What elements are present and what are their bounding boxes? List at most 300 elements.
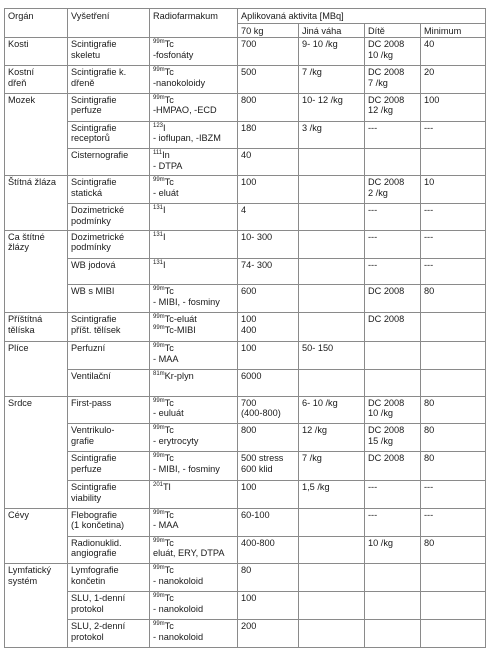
activity-70kg-line: 60-100 [241,509,270,520]
exam-line: receptorů [71,133,110,144]
activity-minimum-cell [421,396,486,424]
activity-other-weight-cell [299,313,365,342]
activity-70kg-line: 800 [241,94,257,105]
exam-cell [68,176,150,204]
activity-child-cell [365,176,421,204]
activity-child-line: --- [368,122,378,133]
isotope-mass-number: 111 [153,150,163,157]
activity-70kg-cell [238,65,299,93]
radionuclide [153,593,234,604]
organ-line: Ca štítné [8,231,45,242]
exam-line: končetin [71,576,106,586]
activity-70kg-cell [238,564,299,592]
radionuclide [153,453,234,464]
table-row [5,452,486,481]
compound: - DTPA [153,160,183,171]
exam-line: WB s MIBI [71,286,115,297]
radiopharmaceutical-cell [150,620,238,648]
isotope-mass-number: 131 [153,231,164,238]
radiopharmaceutical-cell [150,592,238,620]
activity-child-line: 10 /kg [368,408,394,419]
activity-minimum-cell [421,93,486,121]
activity-minimum-cell [421,481,486,509]
table-row [5,564,486,592]
compound: - erytrocyty [153,435,199,446]
exam-line: viability [71,492,102,503]
header-exam: Vyšetření [68,9,150,38]
exam-line: angiografie [71,548,117,559]
isotope-mass-number: 99m [153,537,165,544]
activity-child-line: DC 2008 [368,286,405,297]
exam-cell [68,313,150,342]
activity-70kg-line: 100 [241,482,257,493]
radionuclide [153,67,234,78]
radionuclide [153,232,234,243]
activity-child-cell [365,620,421,648]
activity-minimum-cell [421,313,486,342]
organ-cell [5,508,68,564]
header-70kg: 70 kg [238,23,299,38]
exam-cell [68,396,150,424]
organ-line: dřeň [8,77,27,88]
table-row [5,176,486,204]
table-row [5,342,486,370]
activity-70kg-cell [238,369,299,396]
isotope-mass-number: 99m [153,286,165,293]
header-other-weight: Jiná váha [299,23,365,38]
exam-line: podmínky [71,242,111,253]
radionuclide [153,205,234,216]
table-row [5,508,486,536]
exam-cell [68,536,150,564]
table-row [5,592,486,620]
exam-cell [68,564,150,592]
radiopharmaceutical-cell [150,38,238,66]
activity-child-cell [365,424,421,452]
activity-other-weight-cell [299,230,365,258]
isotope-mass-number: 99m [153,177,165,184]
exam-cell [68,38,150,66]
activity-70kg-cell [238,313,299,342]
activity-70kg-cell [238,176,299,204]
activity-minimum-line: --- [424,231,434,242]
activity-other-weight-cell [299,592,365,620]
activity-70kg-cell [238,38,299,66]
organ-line: žlázy [8,242,29,253]
radiopharmaceutical-cell [150,396,238,424]
compound: - nanokoloid [153,576,204,586]
radionuclide [153,177,234,188]
activity-child-line: DC 2008 [368,177,405,188]
isotope-mass-number: 99m [153,343,165,350]
table-row [5,149,486,176]
radionuclide [153,95,234,106]
activity-70kg-cell [238,230,299,258]
activity-70kg-cell [238,204,299,231]
element-symbol: Tc [164,177,174,188]
activity-70kg-line: 600 klid [241,463,273,474]
isotope-mass-number: 99m [153,621,165,628]
activity-child-cell [365,121,421,149]
activity-minimum-cell [421,424,486,452]
element-symbol: Kr-plyn [164,370,194,381]
activity-minimum-line: 80 [424,453,435,464]
exam-line: SLU, 2-denní [71,621,126,632]
exam-line: dřeně [71,77,95,88]
table-row [5,65,486,93]
activity-child-line: 2 /kg [368,187,388,198]
activity-70kg-cell [238,620,299,648]
activity-minimum-cell [421,620,486,648]
activity-minimum-line: 80 [424,397,435,408]
exam-cell [68,481,150,509]
activity-70kg-cell [238,121,299,149]
compound: - MAA [153,520,179,531]
radionuclide [153,314,234,325]
compound: - euluát [153,408,184,419]
table-row [5,93,486,121]
header-radiopharmaceutical: Radiofarmakum [150,9,238,38]
activity-70kg-line: 4 [241,205,247,215]
organ-line: Štítná žláza [8,177,57,188]
exam-line: Scintigrafie [71,177,117,188]
radiopharmaceutical-cell [150,313,238,342]
activity-70kg-cell [238,452,299,481]
activity-other-weight-cell [299,564,365,592]
element-symbol: Tc [164,343,174,354]
compound: - MIBI, - fosminy [153,296,220,307]
element-symbol: Tc [164,621,174,632]
activity-minimum-line: --- [424,259,434,270]
activity-minimum-cell [421,536,486,564]
exam-line: perfuze [71,105,102,116]
isotope-mass-number: 99m [153,66,165,73]
table-row [5,230,486,258]
activity-other-line: 50- 150 [302,343,334,354]
activity-other-weight-cell [299,176,365,204]
activity-child-cell [365,536,421,564]
organ-cell [5,176,68,231]
activity-70kg-line: 100 [241,177,257,188]
activity-other-weight-cell [299,508,365,536]
activity-70kg-line: 200 [241,621,257,632]
exam-line: (1 končetina) [71,520,125,531]
radionuclide [153,565,234,576]
isotope-mass-number: 99m [153,593,165,600]
organ-line: Příštítná [8,314,43,325]
organ-line: Cévy [8,509,29,520]
element-symbol: Tc [164,66,174,77]
exam-cell [68,592,150,620]
exam-line: Scintigrafie [71,94,117,105]
activity-child-line: DC 2008 [368,453,405,464]
organ-cell [5,65,68,93]
radionuclide [153,343,234,354]
table-row [5,313,486,342]
organ-cell [5,564,68,648]
header-row [5,9,486,24]
activity-minimum-line: --- [424,482,434,493]
activity-minimum-cell [421,285,486,313]
radiopharmaceutical-cell [150,65,238,93]
compound: - nanokoloid [153,631,204,642]
radionuclide [153,538,234,549]
exam-line: First-pass [71,397,112,408]
activity-other-line: 7 /kg [302,453,322,464]
activity-minimum-line: --- [424,205,434,215]
activity-70kg-line: 80 [241,565,252,576]
activity-child-line: DC 2008 [368,314,405,325]
table-row [5,204,486,231]
organ-line: Kosti [8,39,29,50]
activity-child-line: 10 /kg [368,537,394,548]
activity-70kg-line: 100 [241,314,257,325]
element-symbol: Tc [164,397,174,408]
activity-child-cell [365,38,421,66]
activity-minimum-line: 20 [424,66,435,77]
activity-child-line: DC 2008 [368,397,405,408]
activity-70kg-line: 6000 [241,370,262,381]
element-symbol: Tl [163,482,171,493]
element-symbol: In [162,150,170,161]
table-row [5,396,486,424]
activity-child-line: --- [368,482,378,493]
activity-70kg-line: 180 [241,122,257,133]
activity-70kg-line: 700 [241,397,257,408]
activity-70kg-cell [238,481,299,509]
activity-other-line: 3 /kg [302,122,322,133]
exam-line: SLU, 1-denní [71,593,126,604]
activity-child-line: --- [368,259,378,270]
radionuclide [153,398,234,409]
activity-70kg-cell [238,93,299,121]
exam-line: Scintigrafie [71,314,117,325]
table-row [5,424,486,452]
radiopharmaceutical-cell [150,285,238,313]
activity-minimum-cell [421,369,486,396]
activity-other-weight-cell [299,204,365,231]
activity-other-weight-cell [299,93,365,121]
radionuclide [153,260,234,271]
activity-minimum-cell [421,564,486,592]
header-minimum: Minimum [421,23,486,38]
activity-child-cell [365,313,421,342]
activity-70kg-line: 500 stress [241,453,284,464]
activity-other-line: 1,5 /kg [302,482,330,493]
exam-cell [68,93,150,121]
activity-minimum-cell [421,65,486,93]
table-row [5,481,486,509]
activity-child-line: DC 2008 [368,94,405,105]
activity-other-line: 9- 10 /kg [302,39,338,50]
activity-70kg-line: 400-800 [241,537,275,548]
header-applied-activity: Aplikovaná aktivita [MBq] [238,9,486,24]
activity-minimum-cell [421,592,486,620]
activity-child-line: DC 2008 [368,425,405,436]
activity-70kg-line: 40 [241,150,252,161]
activity-other-weight-cell [299,396,365,424]
activity-child-cell [365,149,421,176]
exam-cell [68,65,150,93]
isotope-mass-number: 81m [153,370,165,377]
radionuclide [153,482,234,493]
exam-line: statická [71,187,103,198]
radiopharmaceutical-cell [150,258,238,285]
radionuclide [153,621,234,632]
activity-minimum-line: 80 [424,425,435,436]
organ-line: Kostní [8,66,35,77]
activity-child-cell [365,452,421,481]
exam-line: Lymfografie [71,565,119,576]
document-page [4,8,485,648]
element-symbol: I [163,205,166,215]
activity-child-cell [365,93,421,121]
exam-line: Perfuzní [71,343,106,354]
radiopharmaceutical-cell [150,342,238,370]
activity-other-weight-cell [299,481,365,509]
activity-70kg-cell [238,285,299,313]
exam-cell [68,121,150,149]
exam-cell [68,149,150,176]
activity-70kg-cell [238,592,299,620]
organ-line: Lymfatický [8,565,52,576]
activity-child-line: 12 /kg [368,105,394,116]
exam-line: skeletu [71,49,101,60]
activity-70kg-line: 100 [241,593,257,604]
organ-cell [5,396,68,508]
isotope-mass-number: 131 [153,205,164,211]
radiopharmaceutical-cell [150,93,238,121]
organ-line: tělíska [8,324,35,335]
radionuclide [153,123,234,134]
activity-70kg-line: 600 [241,286,257,297]
activity-other-weight-cell [299,65,365,93]
activity-child-line: --- [368,231,378,242]
element-symbol: Tc [164,509,174,520]
exam-line: Dozimetrické [71,231,125,242]
compound: - MAA [153,353,179,364]
activity-minimum-line: 10 [424,177,435,188]
activity-other-weight-cell [299,285,365,313]
activity-minimum-cell [421,508,486,536]
isotope-mass-number: 99m [153,425,165,432]
radionuclide [153,286,234,297]
activity-child-line: --- [368,205,378,215]
activity-minimum-line: --- [424,122,434,133]
radiopharmaceutical-cell [150,149,238,176]
element-symbol: Tc [164,94,174,105]
organ-line: systém [8,576,38,586]
table-row [5,258,486,285]
table-row [5,38,486,66]
activity-other-weight-cell [299,342,365,370]
radionuclide [153,371,234,382]
activity-70kg-line: 800 [241,425,257,436]
activity-other-weight-cell [299,121,365,149]
exam-line: WB jodová [71,259,116,270]
header-child: Dítě [365,23,421,38]
activity-70kg-line: 100 [241,343,257,354]
activity-70kg-cell [238,342,299,370]
compound: -nanokoloidy [153,77,206,88]
isotope-mass-number: 99m [153,453,165,460]
element-symbol: Tc [164,39,174,50]
activity-70kg-line: 10- 300 [241,231,273,242]
activity-70kg-cell [238,536,299,564]
exam-cell [68,620,150,648]
radionuclide [153,510,234,521]
activity-other-line: 10- 12 /kg [302,94,343,105]
activity-child-cell [365,285,421,313]
organ-cell [5,38,68,66]
activity-child-cell [365,204,421,231]
activity-other-weight-cell [299,258,365,285]
activity-other-weight-cell [299,149,365,176]
activity-child-line: 10 /kg [368,49,394,60]
isotope-mass-number: 99m [153,94,165,101]
compound: -HMPAO, -ECD [153,105,217,116]
activity-minimum-cell [421,38,486,66]
radionuclide [153,425,234,436]
activity-child-cell [365,508,421,536]
isotope-mass-number: 99m [153,324,165,331]
radionuclide [153,39,234,50]
radiopharmaceutical-cell [150,508,238,536]
activity-child-cell [365,592,421,620]
isotope-mass-number: 99m [153,397,165,404]
activity-child-cell [365,230,421,258]
organ-cell [5,342,68,396]
organ-line: Plíce [8,343,29,354]
table-row [5,620,486,648]
exam-cell [68,369,150,396]
exam-line: Scintigrafie [71,482,117,493]
radionuclide [153,325,234,336]
exam-line: protokol [71,631,104,642]
activity-other-line: 12 /kg [302,425,328,436]
exam-cell [68,258,150,285]
isotope-mass-number: 131 [153,259,164,266]
element-symbol: I [163,231,166,242]
element-symbol: Tc-MIBI [164,324,196,335]
element-symbol: Tc [164,537,174,548]
exam-line: protokol [71,603,104,614]
element-symbol: I [163,122,166,133]
activity-70kg-line: 400 [241,324,257,335]
organ-cell [5,230,68,312]
activity-other-weight-cell [299,369,365,396]
activity-70kg-cell [238,149,299,176]
element-symbol: I [163,259,166,270]
activity-other-weight-cell [299,620,365,648]
compound: - eluát [153,187,179,198]
radiopharmaceutical-cell [150,536,238,564]
exam-line: Scintigrafie [71,453,117,464]
exam-cell [68,342,150,370]
exam-line: Scintigrafie k. [71,66,127,77]
isotope-mass-number: 99m [153,39,165,46]
table-row [5,536,486,564]
element-symbol: Tc [164,286,174,297]
exam-line: Radionuklid. [71,537,122,548]
activity-70kg-line: 700 [241,39,257,50]
exam-line: podmínky [71,215,111,226]
exam-cell [68,424,150,452]
radiopharmaceutical-cell [150,230,238,258]
activity-child-line: DC 2008 [368,66,405,77]
exam-line: Ventrikulo- [71,425,115,436]
organ-line: Mozek [8,94,36,105]
